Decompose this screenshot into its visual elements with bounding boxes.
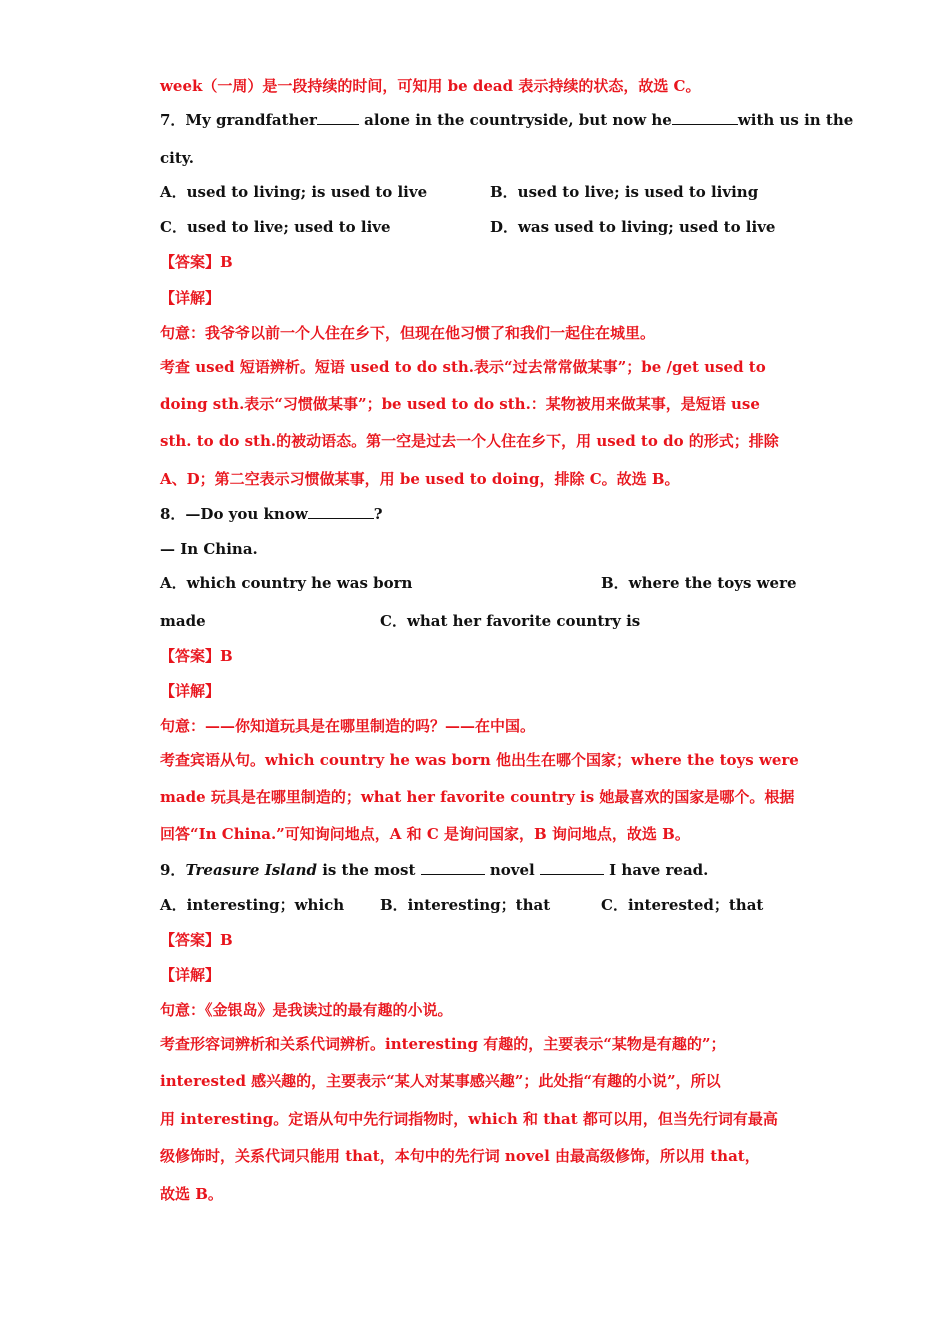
q7-stem-part: alone in the countryside, but now he — [358, 111, 672, 129]
q9-explanation-line: 级修饰时，关系代词只能用 that，本句中的先行词 novel 由最高级修饰，所以用 that， — [160, 1147, 760, 1165]
q9-book-title: Treasure Island — [185, 861, 317, 879]
q7-stem — [160, 110, 853, 130]
q7-stem-cont: city. — [160, 149, 194, 167]
q8-explanation-line: 考查宾语从句。which country he was born 他出生在哪个国家；where the toys were — [160, 751, 799, 769]
q9-blank-2 — [540, 860, 604, 875]
q9-stem-part: is the most — [316, 861, 421, 879]
q7-stem-part: with us in the — [737, 111, 854, 129]
q8-explanation-line: 句意：——你知道玩具是在哪里制造的吗？——在中国。 — [160, 717, 536, 735]
q7-blank-2 — [672, 110, 738, 125]
q9-stem-part: novel — [484, 861, 540, 879]
q7-explanation-line: 句意：我爷爷以前一个人住在乡下，但现在他习惯了和我们一起住在城里。 — [160, 324, 656, 342]
q9-stem-part: I have read. — [603, 861, 709, 879]
q8-reply: — In China. — [160, 540, 258, 558]
q9-stem — [160, 860, 708, 880]
q9-option-a: A．interesting；which — [160, 896, 345, 914]
q9-option-b: B．interesting；that — [380, 896, 551, 914]
q7-option-c: C．used to live; used to live — [160, 218, 391, 236]
q9-number: 9． — [160, 861, 186, 879]
q9-explanation-line: interested 感兴趣的，主要表示“某人对某事感兴趣”；此处指“有趣的小说”，所以 — [160, 1072, 721, 1090]
q8-explanation-line: 回答“In China.”可知询问地点，A 和 C 是询问国家，B 询问地点，故选 B。 — [160, 825, 690, 843]
q8-stem-part: ? — [373, 505, 383, 523]
q9-explanation-line: 用 interesting。定语从句中先行词指物时，which 和 that 都可以用，但当先行词有最高 — [160, 1110, 778, 1128]
q7-explanation-line: 考查 used 短语辨析。短语 used to do sth.表示“过去常常做某事”；be /get used to — [160, 358, 766, 376]
q7-explanation-line: sth. to do sth.的被动语态。第一空是过去一个人住在乡下，用 used to do 的形式；排除 — [160, 432, 779, 450]
q9-detail-heading: 【详解】 — [160, 966, 221, 984]
q8-answer: 【答案】B — [160, 647, 233, 665]
q7-blank-1 — [317, 110, 359, 125]
q9-explanation-line: 考查形容词辨析和关系代词辨析。interesting 有趣的，主要表示“某物是有趣的”； — [160, 1035, 726, 1053]
q9-explanation-line: 句意：《金银岛》是我读过的最有趣的小说。 — [160, 1001, 453, 1019]
q7-answer: 【答案】B — [160, 253, 233, 271]
q9-option-c: C．interested；that — [601, 896, 764, 914]
q7-option-b: B．used to live; is used to living — [490, 183, 759, 201]
q8-stem-part: 8．—Do you know — [160, 505, 308, 523]
q8-blank — [308, 504, 374, 519]
q8-detail-heading: 【详解】 — [160, 682, 221, 700]
q8-option-a: A．which country he was born — [160, 574, 413, 592]
q7-stem-part: 7．My grandfather — [160, 111, 317, 129]
q7-explanation-line: A、D；第二空表示习惯做某事，用 be used to doing，排除 C。故选 B。 — [160, 470, 680, 488]
q8-stem — [160, 504, 383, 524]
q9-answer: 【答案】B — [160, 931, 233, 949]
q7-detail-heading: 【详解】 — [160, 289, 221, 307]
q7-explanation-line: doing sth.表示“习惯做某事”；be used to do sth.：某物被用来做某事，是短语 use — [160, 395, 760, 413]
prev-explanation-line: week（一周）是一段持续的时间，可知用 be dead 表示持续的状态，故选 C。 — [160, 77, 701, 95]
q7-option-a: A．used to living; is used to live — [160, 183, 428, 201]
q8-option-b: B．where the toys were — [601, 574, 797, 592]
q8-option-c: C．what her favorite country is — [380, 612, 641, 630]
q8-option-b-cont: made — [160, 612, 206, 630]
q9-blank-1 — [421, 860, 485, 875]
q8-explanation-line: made 玩具是在哪里制造的；what her favorite country is 她最喜欢的国家是哪个。根据 — [160, 788, 795, 806]
q9-explanation-line: 故选 B。 — [160, 1185, 223, 1203]
q7-option-d: D．was used to living; used to live — [490, 218, 776, 236]
